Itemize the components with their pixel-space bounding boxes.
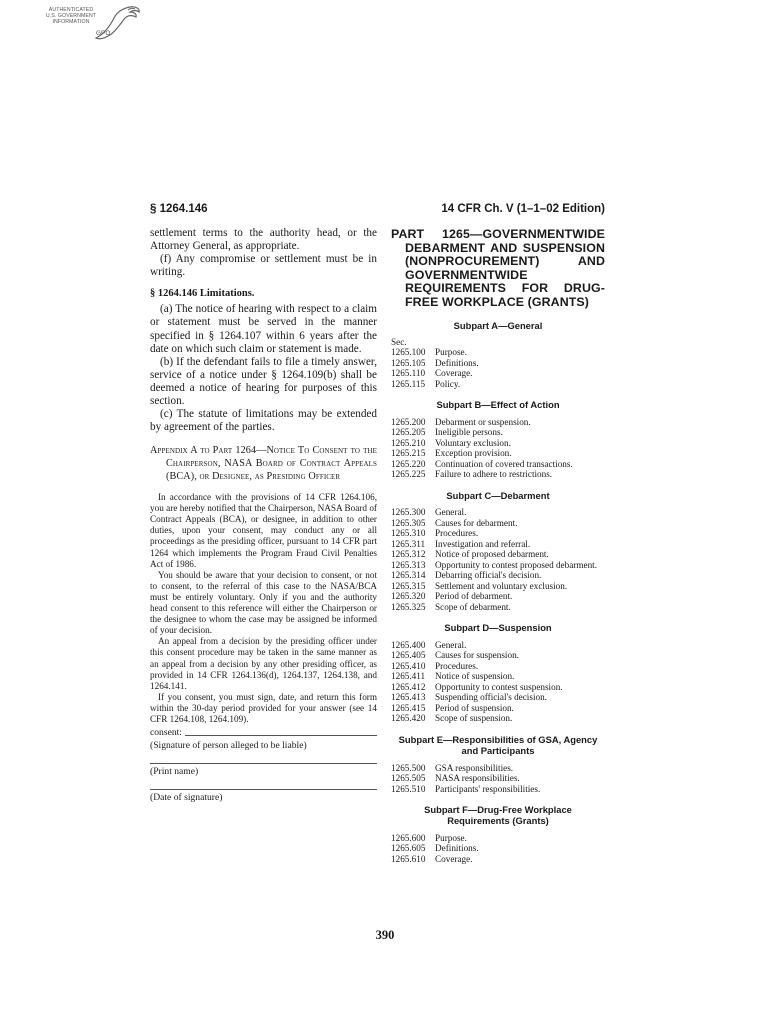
paragraph: (a) The notice of hearing with respect to a claim or statement must be served in the manner specified in § 1264.107 within 6 years after the date on which such claim or statement is made.: [150, 303, 377, 355]
toc-entry-number: 1265.215: [391, 448, 426, 459]
appendix-paragraph: If you consent, you must sign, date, and return this form within the 30-day period provided for your answer (see 14 CFR 1264.108, 1264.109).: [150, 691, 377, 724]
toc-entry: [391, 671, 605, 682]
toc-entry: [391, 784, 605, 795]
toc-entry: [391, 469, 605, 480]
toc-entry: [391, 459, 605, 470]
toc-entry: [391, 763, 605, 774]
consent-line: [150, 727, 377, 738]
toc-entry-title: Purpose.: [435, 832, 467, 843]
toc-entry: [391, 417, 605, 428]
toc-entry: [391, 581, 605, 592]
consent-label: consent:: [150, 727, 182, 739]
toc-entry-number: 1265.500: [391, 762, 426, 773]
gpo-label: GPO: [96, 30, 111, 37]
toc-entry-number: 1265.305: [391, 517, 426, 528]
toc-entry-title: Opportunity to contest proposed debarment.: [435, 559, 598, 570]
stamp-line: U.S. GOVERNMENT: [45, 13, 97, 20]
sec-label: Sec.: [391, 336, 407, 347]
toc-entry-title: Exception provision.: [435, 448, 512, 459]
toc-entry-title: Failure to adhere to restrictions.: [435, 469, 553, 480]
toc-entry-number: 1265.220: [391, 458, 426, 469]
toc-entry-title: Debarment or suspension.: [435, 416, 531, 427]
toc-entry-number: 1265.420: [391, 713, 426, 724]
toc-entry-number: 1265.100: [391, 347, 426, 358]
gpo-authentication-stamp: [36, 4, 142, 46]
toc-entry-title: Definitions.: [435, 843, 479, 854]
toc-entry: [391, 602, 605, 613]
toc-entry: [391, 692, 605, 703]
toc-entry-title: Ineligible persons.: [435, 427, 503, 438]
toc-entry: [391, 438, 605, 449]
toc-entry: [391, 358, 605, 369]
toc-entry: [391, 843, 605, 854]
subpart-heading: Subpart F—Drug-Free Workplace Requirements (Grants): [424, 804, 572, 827]
toc-entry-number: 1265.200: [391, 416, 426, 427]
appendix-paragraph: In accordance with the provisions of 14 CFR 1264.106, you are hereby notified that the Chairperson, NASA Board of Contract Appeals (BCA), or designee, in addition to other duties, upon your consent, may conduct any or all proceedings as the presiding officer, pursuant to 14 CFR part 1264 which implements the Program Fraud Civil Penalties Act of 1986.: [150, 492, 377, 569]
table-of-contents: [391, 320, 605, 865]
appendix-title: Appendix A to Part 1264—Notice To Consent to the Chairperson, NASA Board of Contract Appeals (BCA), or Designee, as Presiding Officer: [150, 445, 377, 482]
toc-list: [391, 640, 605, 724]
toc-entry: [391, 507, 605, 518]
toc-entry-number: 1265.300: [391, 507, 426, 518]
toc-entry: [391, 713, 605, 724]
toc-entry-number: 1265.610: [391, 853, 426, 864]
toc-entry: [391, 703, 605, 714]
toc-entry-number: 1265.413: [391, 692, 426, 703]
toc-entry-number: 1265.115: [391, 378, 426, 389]
toc-entry-number: 1265.605: [391, 843, 426, 854]
toc-entry-title: Debarring official's decision.: [435, 570, 542, 581]
toc-entry-number: 1265.312: [391, 549, 426, 560]
toc-entry: [391, 661, 605, 672]
toc-entry: [391, 833, 605, 844]
toc-entry: [391, 560, 605, 571]
toc-entry-number: 1265.325: [391, 601, 426, 612]
toc-entry-number: 1265.313: [391, 559, 426, 570]
toc-entry-title: Period of debarment.: [435, 591, 513, 602]
toc-entry: [391, 448, 605, 459]
toc-entry: [391, 379, 605, 390]
toc-entry-number: 1265.510: [391, 783, 426, 794]
toc-entry: [391, 640, 605, 651]
toc-entry-title: Coverage.: [435, 853, 473, 864]
toc-entry: [391, 528, 605, 539]
toc-entry-title: Causes for debarment.: [435, 517, 518, 528]
toc-entry-title: General.: [435, 639, 467, 650]
toc-entry: [391, 539, 605, 550]
stamp-line: INFORMATION: [52, 19, 90, 26]
toc-entry-number: 1265.505: [391, 773, 426, 783]
print-name-line: [150, 763, 377, 764]
subpart-heading: Subpart A—General: [453, 319, 543, 331]
toc-entry-title: Investigation and referral.: [435, 538, 531, 549]
paragraph: (f) Any compromise or settlement must be in writing.: [150, 253, 377, 279]
left-column: [150, 227, 377, 803]
toc-entry-title: GSA responsibilities.: [435, 762, 514, 773]
toc-entry: [391, 347, 605, 358]
paragraph: settlement terms to the authority head, or the Attorney General, as appropriate.: [150, 227, 377, 253]
subpart-heading: Subpart E—Responsibilities of GSA, Agency and Participants: [398, 733, 598, 757]
toc-entry-title: Definitions.: [435, 357, 479, 368]
toc-entry: [391, 773, 605, 784]
toc-entry-title: Notice of proposed debarment.: [435, 549, 549, 560]
toc-entry-number: 1265.110: [391, 368, 426, 379]
subpart-heading: Subpart D—Suspension: [444, 622, 552, 634]
appendix-paragraph: An appeal from a decision by the presiding officer under this consent procedure may be taken in the same manner as an appeal from a decision by any other presiding officer, as provided in 14 CFR 1264.136(d), 1264.137, 1264.138, and 1264.141.: [150, 636, 377, 691]
toc-entry-number: 1265.310: [391, 528, 426, 539]
toc-entry: [391, 549, 605, 560]
header-section: § 1264.146: [150, 203, 208, 215]
stamp-line: AUTHENTICATED: [48, 7, 94, 13]
paragraph: (b) If the defendant fails to file a timely answer, service of a notice under § 1264.109(b) shall be deemed a notice of hearing for purposes of this section.: [150, 355, 377, 408]
toc-entry-number: 1265.225: [391, 469, 426, 480]
toc-entry-number: 1265.410: [391, 660, 426, 671]
toc-entry-number: 1265.412: [391, 681, 426, 692]
toc-entry: [391, 650, 605, 661]
toc-entry: [391, 591, 605, 602]
subpart-heading: Subpart B—Effect of Action: [436, 399, 560, 411]
running-header: [150, 203, 605, 219]
toc-list: [391, 763, 605, 795]
toc-entry-title: Period of suspension.: [435, 702, 514, 713]
toc-list: [391, 507, 605, 612]
toc-entry-title: Participants' responsibilities.: [435, 783, 541, 794]
toc-entry-number: 1265.210: [391, 437, 426, 448]
toc-entry-title: NASA responsibilities.: [435, 773, 520, 783]
toc-entry-number: 1265.415: [391, 702, 426, 713]
toc-entry: [391, 682, 605, 693]
toc-list: [391, 347, 605, 389]
toc-entry-number: 1265.315: [391, 580, 426, 591]
part-title: PART 1265—GOVERNMENTWIDE DEBARMENT AND SUSPENSION (NONPROCUREMENT) AND GOVERNMENTWIDE REQUIREMENTS FOR DRUG-FREE WORKPLACE (GRANTS): [391, 227, 605, 309]
right-column: [391, 227, 605, 864]
paragraph: (c) The statute of limitations may be extended by agreement of the parties.: [150, 408, 377, 434]
toc-entry: [391, 368, 605, 379]
toc-entry: [391, 518, 605, 529]
toc-entry-number: 1265.314: [391, 570, 426, 581]
toc-entry-number: 1265.600: [391, 832, 426, 843]
toc-entry-title: Purpose.: [435, 347, 467, 358]
toc-entry-number: 1265.205: [391, 427, 426, 438]
toc-entry-number: 1265.320: [391, 591, 426, 602]
toc-entry-title: Policy.: [435, 378, 461, 389]
consent-fill-line: [185, 735, 377, 736]
toc-entry-title: Suspending official's decision.: [435, 692, 547, 703]
toc-entry-title: Voluntary exclusion.: [435, 437, 511, 448]
print-name-label: (Print name): [150, 766, 199, 778]
toc-list: [391, 833, 605, 865]
section-heading: § 1264.146 Limitations.: [150, 288, 255, 300]
toc-entry-title: Scope of suspension.: [435, 713, 513, 724]
toc-entry-number: 1265.400: [391, 639, 426, 650]
toc-entry-title: Coverage.: [435, 368, 473, 379]
toc-entry: [391, 570, 605, 581]
toc-entry-title: General.: [435, 507, 467, 518]
toc-list: [391, 417, 605, 480]
toc-entry-number: 1265.405: [391, 650, 426, 661]
toc-entry: [391, 854, 605, 865]
toc-entry-title: Continuation of covered transactions.: [435, 458, 573, 469]
toc-entry-title: Settlement and voluntary exclusion.: [435, 580, 568, 591]
toc-entry-title: Causes for suspension.: [435, 650, 519, 661]
toc-entry-number: 1265.311: [391, 538, 426, 549]
toc-entry-title: Procedures.: [435, 660, 479, 671]
toc-entry-title: Notice of suspension.: [435, 671, 515, 682]
toc-entry-title: Opportunity to contest suspension.: [435, 681, 563, 692]
toc-entry-number: 1265.105: [391, 357, 426, 368]
toc-entry-title: Scope of debarment.: [435, 601, 511, 612]
page-number: 390: [375, 928, 395, 942]
toc-entry: [391, 427, 605, 438]
toc-entry-title: Procedures.: [435, 528, 479, 539]
date-line: [150, 789, 377, 790]
eagle-logo-icon: [90, 4, 142, 44]
date-label: (Date of signature): [150, 792, 223, 804]
appendix-paragraph: You should be aware that your decision to consent, or not to consent, to the referral of this case to the NASA/BCA must be entirely voluntary. Only if you and the authority head consent to this reference will either the Chairperson or the designee to whom the case may be assigned be informed of your decision.: [150, 569, 377, 636]
subpart-heading: Subpart C—Debarment: [446, 489, 550, 501]
toc-entry-number: 1265.411: [391, 671, 426, 682]
signature-label: (Signature of person alleged to be liable): [150, 740, 307, 752]
header-title: 14 CFR Ch. V (1–1–02 Edition): [441, 203, 605, 215]
